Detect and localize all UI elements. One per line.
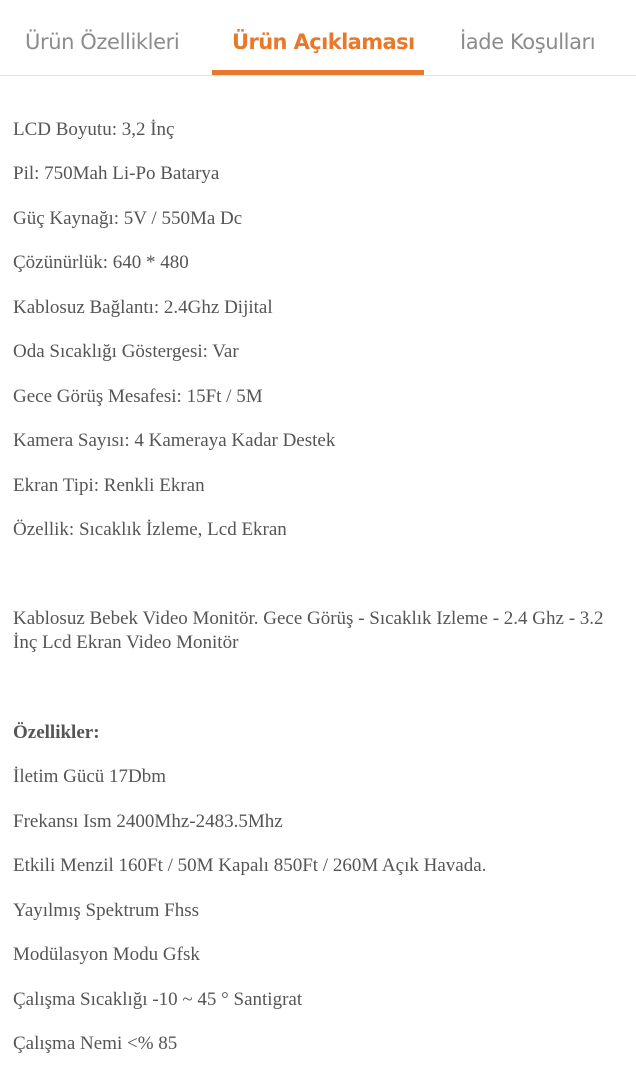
feature-line: Modülasyon Modu Gfsk: [13, 944, 200, 965]
feature-line: Yayılmış Spektrum Fhss: [13, 900, 200, 921]
features-heading: Özellikler:: [13, 722, 100, 743]
tab-product-description[interactable]: Ürün Açıklaması: [232, 30, 415, 54]
tab-product-features[interactable]: Ürün Özellikleri: [25, 30, 180, 54]
spec-line: LCD Boyutu: 3,2 İnç: [13, 119, 175, 140]
spec-line: Güç Kaynağı: 5V / 550Ma Dc: [13, 208, 243, 229]
spec-line: Özellik: Sıcaklık İzleme, Lcd Ekran: [13, 519, 287, 540]
spec-line: Oda Sıcaklığı Göstergesi: Var: [13, 341, 239, 362]
description-paragraph: Kablosuz Bebek Video Monitör. Gece Görüş - Sıcaklık Izleme - 2.4 Ghz - 3.2 İnç Lcd Ekran Video Monitör: [13, 608, 604, 653]
feature-line: İletim Gücü 17Dbm: [13, 766, 167, 787]
spec-line: Çözünürlük: 640 * 480: [13, 252, 189, 273]
feature-line: Etkili Menzil 160Ft / 50M Kapalı 850Ft / 260M Açık Havada.: [13, 855, 487, 876]
feature-line: Frekansı Ism 2400Mhz-2483.5Mhz: [13, 811, 283, 832]
feature-line: Çalışma Nemi <% 85: [13, 1033, 178, 1054]
spec-line: Kamera Sayısı: 4 Kameraya Kadar Destek: [13, 430, 336, 451]
feature-line: Çalışma Sıcaklığı -10 ~ 45 ° Santigrat: [13, 989, 303, 1010]
spec-line: Ekran Tipi: Renkli Ekran: [13, 475, 205, 496]
spec-line: Gece Görüş Mesafesi: 15Ft / 5M: [13, 386, 263, 407]
tab-bar: [0, 0, 636, 76]
active-tab-indicator: [212, 70, 424, 75]
spec-line: Kablosuz Bağlantı: 2.4Ghz Dijital: [13, 297, 273, 318]
tab-return-conditions[interactable]: İade Koşulları: [460, 30, 596, 54]
spec-line: Pil: 750Mah Li-Po Batarya: [13, 163, 220, 184]
